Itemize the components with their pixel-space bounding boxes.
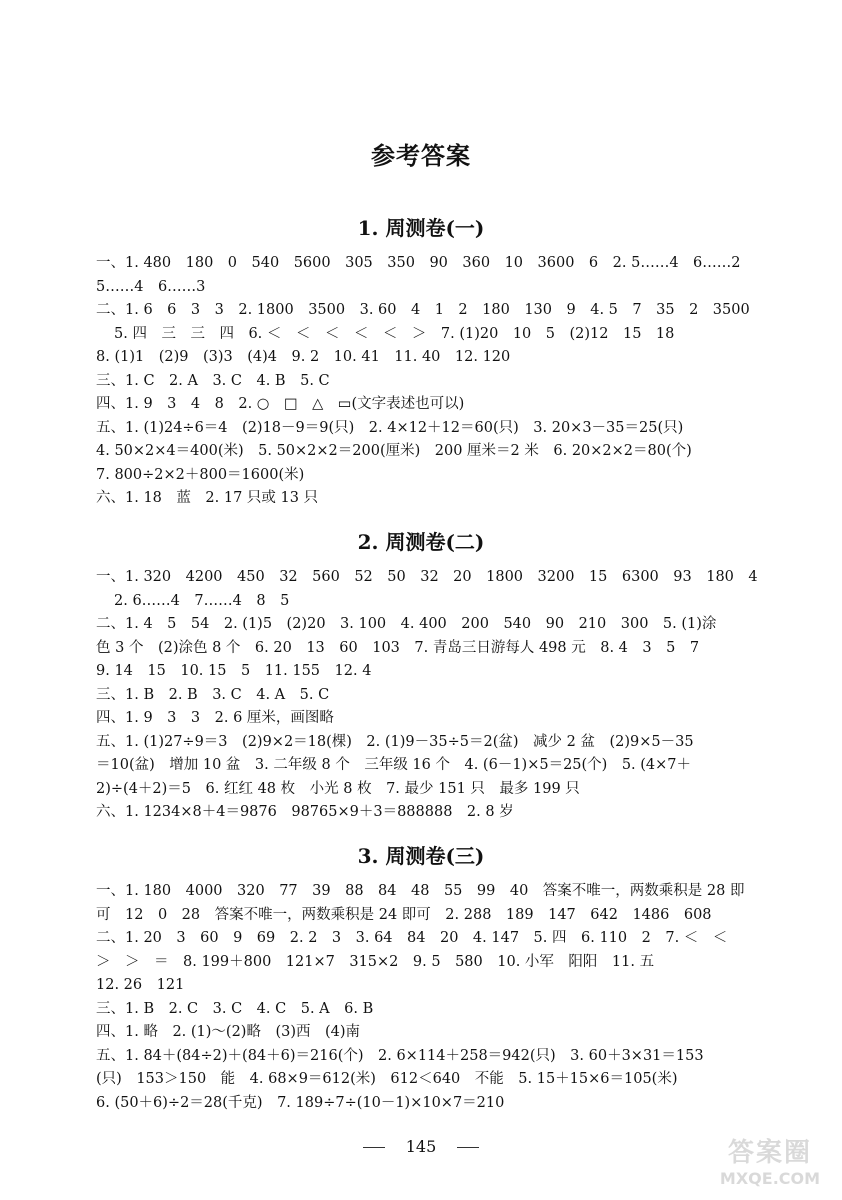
- section-1-answers: [96, 252, 814, 511]
- answer-line: 三、1. B 2. C 3. C 4. C 5. A 6. B: [96, 1000, 374, 1017]
- answer-line: 四、1. 9 3 3 2. 6 厘米，画图略: [96, 710, 334, 726]
- answer-line: 三、1. C 2. A 3. C 4. B 5. C: [96, 372, 330, 389]
- answer-line: 6. (50＋6)÷2＝28(千克) 7. 189÷7÷(10－1)×10×7＝210: [96, 1094, 505, 1111]
- page-title: 参考答案: [371, 141, 471, 170]
- footer-dash-left: [363, 1147, 385, 1148]
- answer-line: 一、1. 320 4200 450 32 560 52 50 32 20 1800 3200 15 6300 93 180 4: [96, 569, 758, 585]
- answer-line: 五、1. (1)27÷9＝3 (2)9×2＝18(棵) 2. (1)9－35÷5＝2(盆) 减少 2 盆 (2)9×5－35: [96, 733, 694, 750]
- watermark-top-text: 答案圈: [727, 1138, 812, 1168]
- section-title-1: 1. 周测卷(一): [357, 216, 485, 240]
- answer-line: 六、1. 18 蓝 2. 17 只或 13 只: [96, 490, 319, 506]
- answer-line: 四、1. 略 2. (1)～(2)略 (3)西 (4)南: [96, 1024, 361, 1040]
- answer-line: (只) 153＞150 能 4. 68×9＝612(米) 612＜640 不能 5. 15＋15×6＝105(米): [96, 1071, 678, 1087]
- answer-line: 三、1. B 2. B 3. C 4. A 5. C: [96, 686, 330, 703]
- answer-line: 色 3 个 (2)涂色 8 个 6. 20 13 60 103 7. 青岛三日游每人 498 元 8. 4 3 5 7: [96, 639, 700, 656]
- answer-line: 2)÷(4＋2)＝5 6. 红红 48 枚 小光 8 枚 7. 最少 151 只 最多 199 只: [96, 780, 580, 797]
- answer-line: 一、1. 480 180 0 540 5600 305 350 90 360 10 3600 6 2. 5……4 6……2: [96, 255, 741, 271]
- answer-line: 12. 26 121: [96, 977, 185, 993]
- answer-line: 9. 14 15 10. 15 5 11. 155 12. 4: [96, 663, 372, 679]
- answer-line: 4. 50×2×4＝400(米) 5. 50×2×2＝200(厘米) 200 厘米＝2 米 6. 20×2×2＝80(个): [96, 443, 692, 459]
- answer-line: 可 12 0 28 答案不唯一，两数乘积是 24 即可 2. 288 189 147 642 1486 608: [96, 906, 712, 923]
- answer-line: 8. (1)1 (2)9 (3)3 (4)4 9. 2 10. 41 11. 40 12. 120: [96, 349, 511, 365]
- answer-line: 5. 四 三 三 四 6. ＜ ＜ ＜ ＜ ＜ ＞ 7. (1)20 10 5 (2)12 15 18: [114, 325, 675, 342]
- answer-line: 二、1. 20 3 60 9 69 2. 2 3 3. 64 84 20 4. 147 5. 四 6. 110 2 7. ＜ ＜: [96, 930, 728, 946]
- answer-line: 一、1. 180 4000 320 77 39 88 84 48 55 99 40 答案不唯一，两数乘积是 28 即: [96, 883, 745, 899]
- section-title-3: 3. 周测卷(三): [357, 844, 485, 868]
- answer-line: 二、1. 6 6 3 3 2. 1800 3500 3. 60 4 1 2 180 130 9 4. 5 7 35 2 3500: [96, 302, 750, 318]
- answer-line: 7. 800÷2×2＋800＝1600(米): [96, 466, 305, 483]
- answer-line: 5……4 6……3: [96, 278, 206, 295]
- footer-dash-right: [457, 1147, 479, 1148]
- answer-line: 二、1. 4 5 54 2. (1)5 (2)20 3. 100 4. 400 200 540 90 210 300 5. (1)涂: [96, 616, 717, 632]
- watermark-logo: [710, 1132, 830, 1192]
- answer-line: ＝10(盆) 增加 10 盆 3. 二年级 8 个 三年级 16 个 4. (6－1)×5＝25(个) 5. (4×7＋: [96, 757, 692, 773]
- answer-line: 五、1. (1)24÷6＝4 (2)18－9＝9(只) 2. 4×12＋12＝60(只) 3. 20×3－35＝25(只): [96, 419, 684, 436]
- answer-line: 五、1. 84＋(84÷2)＋(84＋6)＝216(个) 2. 6×114＋258＝942(只) 3. 60＋3×31＝153: [96, 1047, 704, 1064]
- section-title-2: 2. 周测卷(二): [357, 530, 485, 554]
- answer-line: 六、1. 1234×8＋4＝9876 98765×9＋3＝888888 2. 8 岁: [96, 804, 514, 820]
- answer-line: ＞ ＞ ＝ 8. 199＋800 121×7 315×2 9. 5 580 10. 小军 阳阳 11. 五: [96, 953, 655, 970]
- page-number: 145: [405, 1137, 437, 1156]
- answer-line: 四、1. 9 3 4 8 2. ○ □ △ ▭(文字表述也可以): [96, 396, 465, 412]
- watermark-bottom-text: MXQE.COM: [719, 1169, 821, 1188]
- section-3-answers: [96, 880, 814, 1115]
- answer-line: 2. 6……4 7……4 8 5: [114, 592, 290, 609]
- section-2-answers: [96, 566, 814, 825]
